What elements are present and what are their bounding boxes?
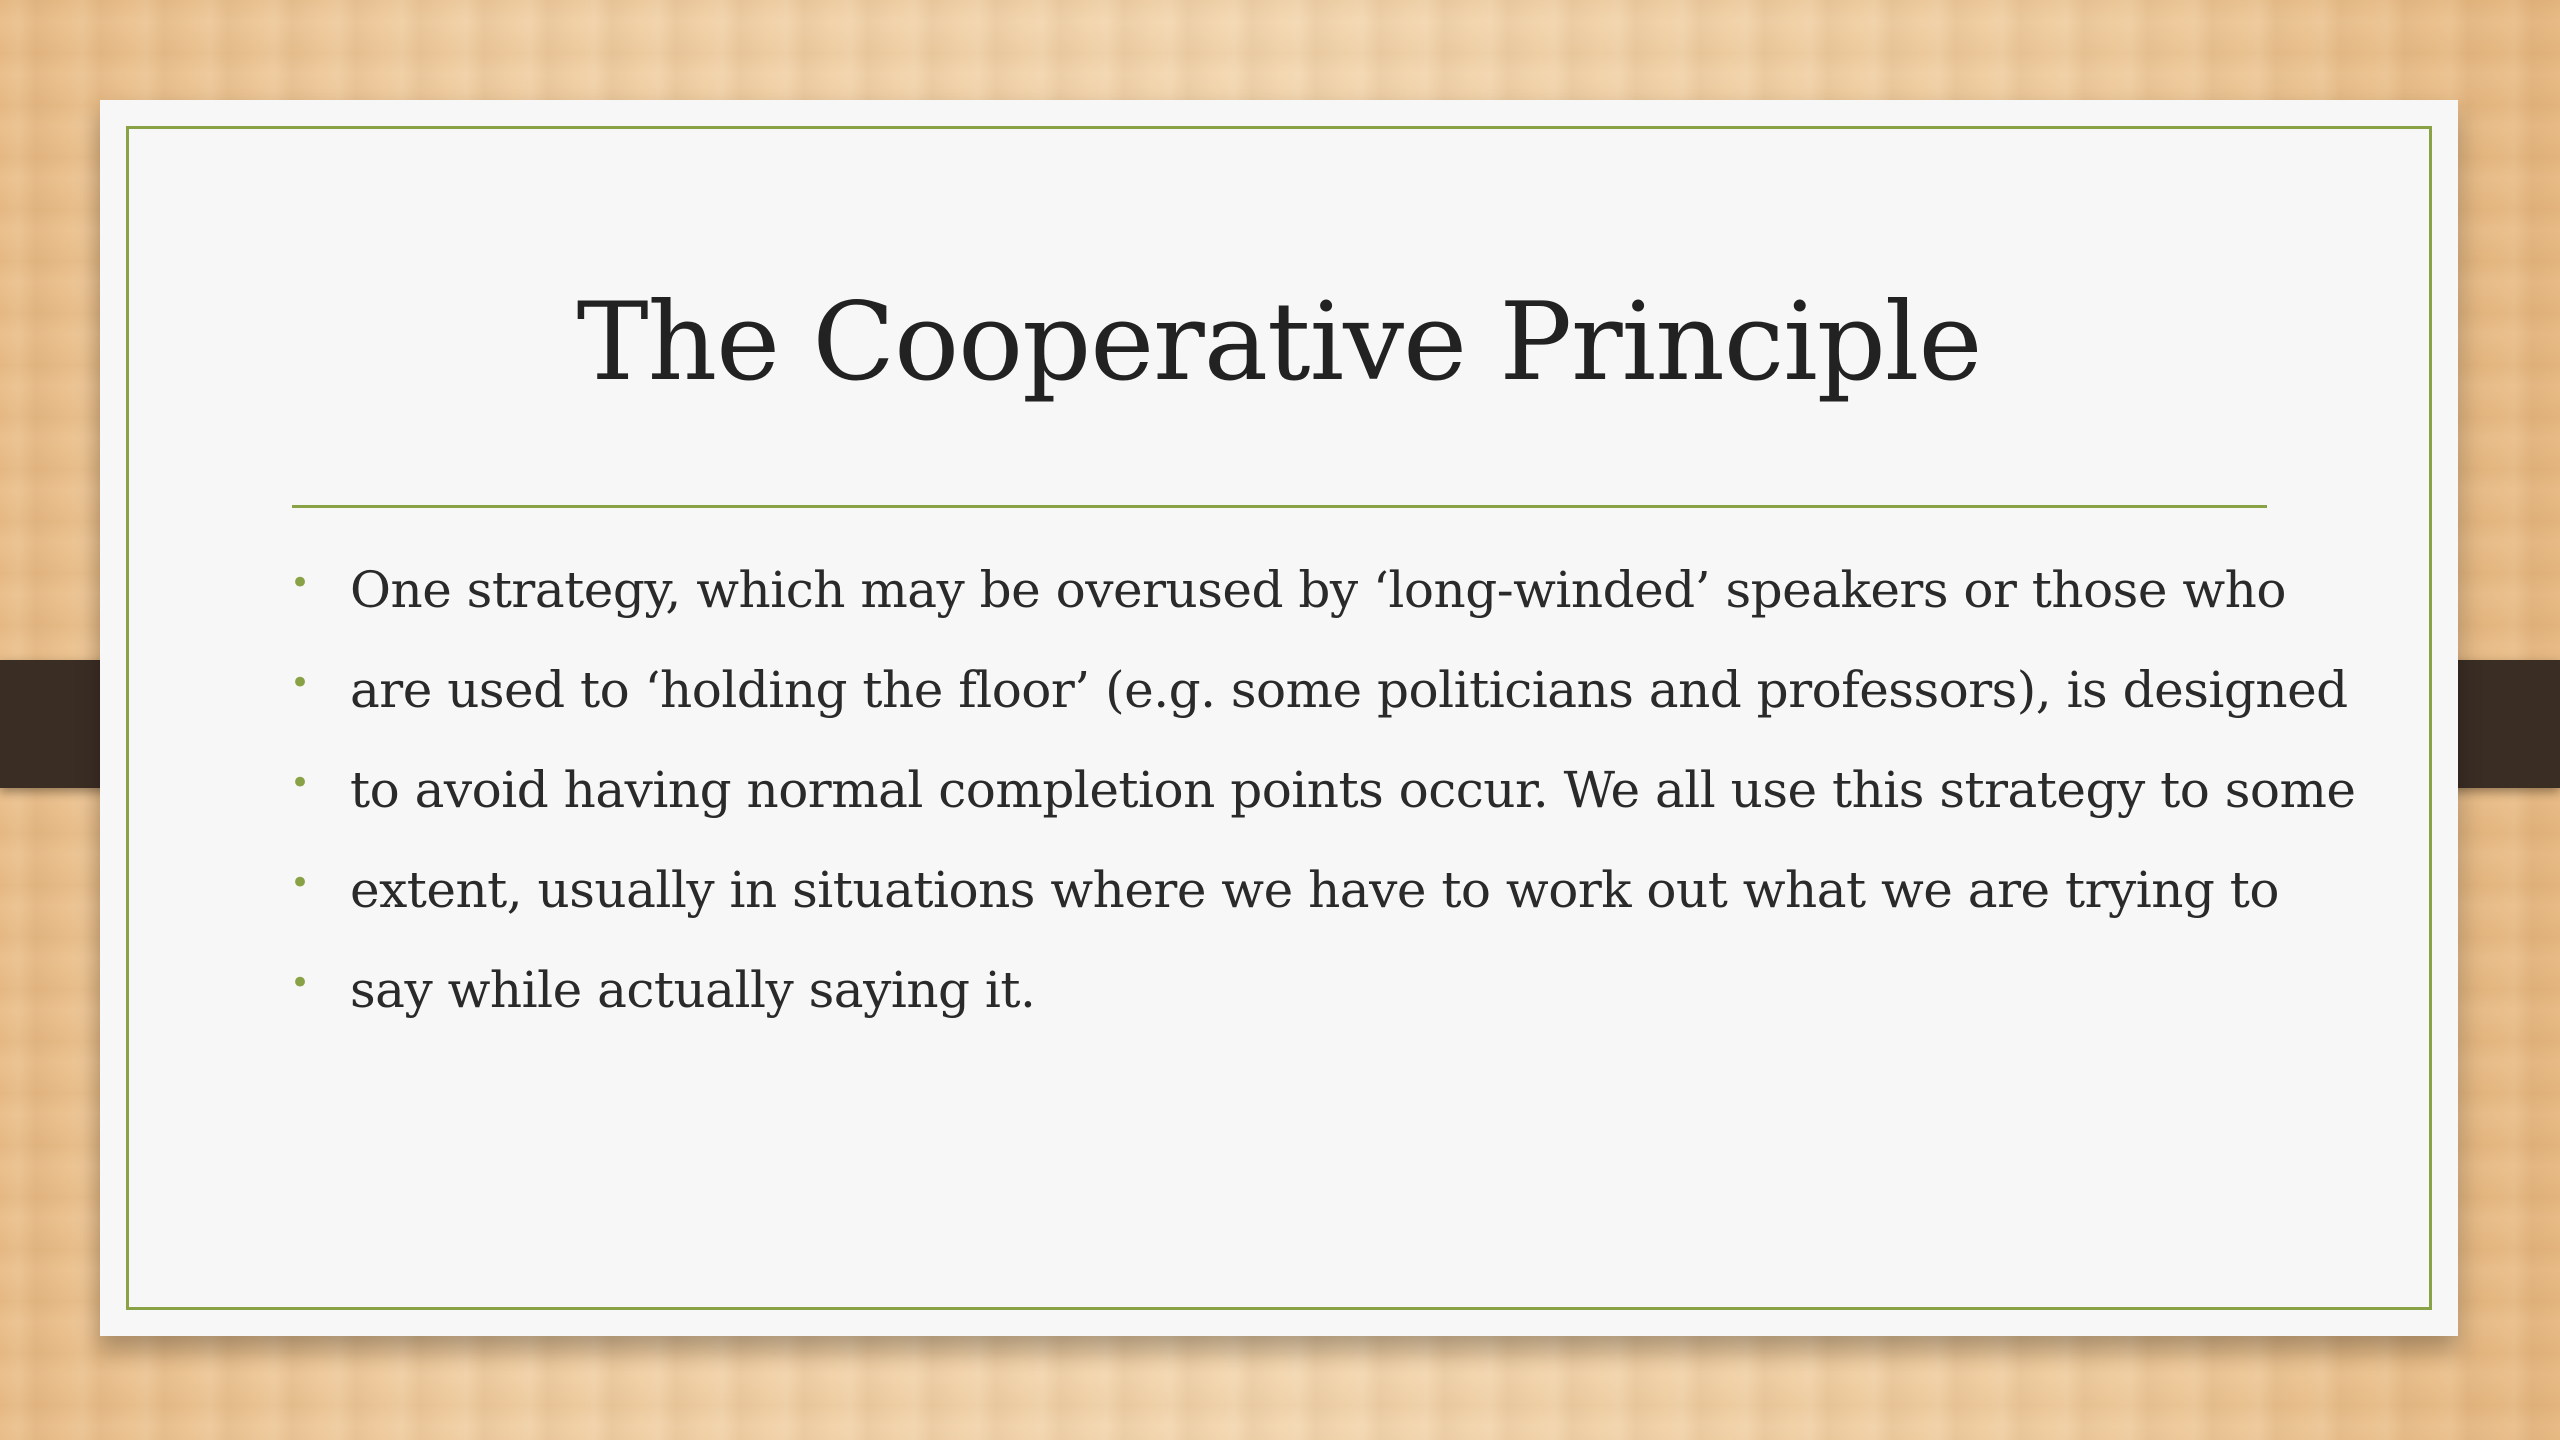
bullet-list <box>290 540 2356 1040</box>
list-item <box>290 840 2310 940</box>
bullet-icon: • <box>290 563 311 603</box>
bullet-text: extent, usually in situations where we have to work out what we are trying to <box>350 861 2280 919</box>
list-item <box>290 540 2310 640</box>
list-item <box>290 940 2310 1040</box>
bullet-text: are used to ‘holding the floor’ (e.g. some politicians and professors), is designed <box>350 661 2348 719</box>
bullet-icon: • <box>290 963 311 1003</box>
list-item <box>290 640 2348 740</box>
slide <box>100 100 2458 1336</box>
bullet-text: One strategy, which may be overused by ‘long-winded’ speakers or those who <box>350 561 2286 619</box>
bullet-icon: • <box>290 863 311 903</box>
bullet-text: say while actually saying it. <box>350 961 1036 1019</box>
title-divider <box>292 505 2267 508</box>
bullet-icon: • <box>290 763 311 803</box>
list-item <box>290 740 2356 840</box>
bullet-text: to avoid having normal completion points occur. We all use this strategy to some <box>350 761 2356 819</box>
bullet-icon: • <box>290 663 311 703</box>
slide-title: The Cooperative Principle <box>576 280 1982 405</box>
